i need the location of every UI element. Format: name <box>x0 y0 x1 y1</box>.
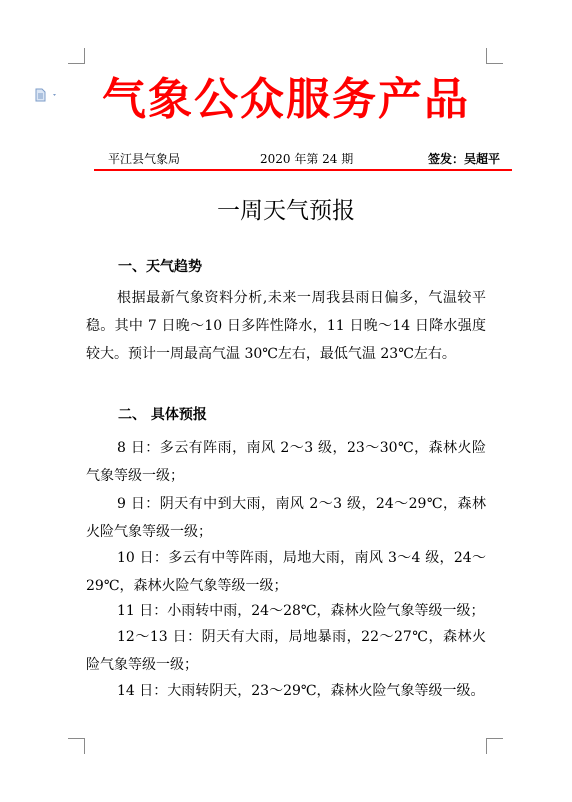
section-heading-forecast: 二、 具体预报 <box>118 407 207 423</box>
crop-mark-bottom-left <box>68 738 85 739</box>
crop-mark-top-left <box>68 63 85 64</box>
crop-mark-bottom-right <box>486 738 487 754</box>
masthead-title: 气象公众服务产品 <box>102 74 470 125</box>
trend-paragraph: 根据最新气象资料分析,未来一周我县雨日偏多，气温较平稳。其中 7 日晚～10 日多阵性降水，11 日晚～14 日降水强度较大。预计一周最高气温 30℃左右，最低气温 23℃左右。 <box>86 290 486 362</box>
crop-mark-top-right <box>486 48 487 64</box>
crop-mark-top-right <box>486 63 503 64</box>
forecast-item: 10 日：多云有中等阵雨，局地大雨，南风 3～4 级，24～29℃，森林火险气象等级一级； <box>86 550 486 594</box>
forecast-item: 12～13 日：阴天有大雨，局地暴雨，22～27℃，森林火险气象等级一级； <box>86 629 486 673</box>
issue-info-row <box>100 150 504 168</box>
section-heading-trend: 一、天气趋势 <box>118 259 202 275</box>
forecast-item: 8 日：多云有阵雨，南风 2～3 级，23～30℃，森林火险气象等级一级； <box>86 440 486 484</box>
forecast-item: 11 日：小雨转中雨，24～28℃，森林火险气象等级一级； <box>117 603 485 619</box>
signer: 签发：吴超平 <box>427 152 500 166</box>
crop-mark-bottom-left <box>84 738 85 754</box>
header-divider <box>94 169 512 171</box>
crop-mark-bottom-right <box>486 738 503 739</box>
crop-mark-top-left <box>84 48 85 64</box>
document-title: 一周天气预报 <box>217 198 355 224</box>
issuer: 平江县气象局 <box>108 152 181 166</box>
forecast-item: 14 日：大雨转阴天，23～29℃，森林火险气象等级一级。 <box>117 683 485 699</box>
forecast-item: 9 日：阴天有中到大雨，南风 2～3 级，24～29℃，森林火险气象等级一级； <box>86 496 486 540</box>
issue-number: 2020 年第 24 期 <box>260 152 354 166</box>
